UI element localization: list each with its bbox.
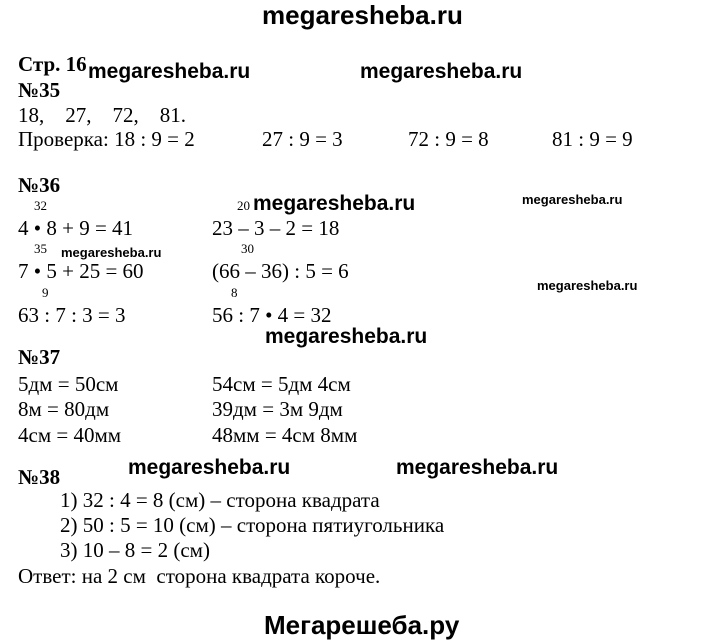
task37-row-2: 54см = 5дм 4см [212, 372, 351, 396]
task36-expression-3: 7 • 5 + 25 = 60 [18, 259, 144, 283]
task37-title: №37 [18, 345, 61, 369]
watermark: megaresheba.ru [537, 278, 638, 293]
task38-step-3: 3) 10 – 8 = 2 (см) [60, 538, 210, 562]
header-site: megaresheba.ru [262, 0, 463, 30]
task36-expression-5: 63 : 7 : 3 = 3 [18, 303, 126, 327]
task37-row-1: 5дм = 50см [18, 372, 119, 396]
task36-note-3: 35 [34, 241, 47, 256]
watermark: megaresheba.ru [360, 60, 523, 83]
task37-row-5: 4см = 40мм [18, 423, 122, 447]
task36-expression-6: 56 : 7 • 4 = 32 [212, 303, 332, 327]
task35-check-4: 81 : 9 = 9 [552, 127, 633, 151]
task36-expression-2: 23 – 3 – 2 = 18 [212, 216, 340, 240]
task36-note-1: 32 [34, 198, 47, 213]
watermark: megaresheba.ru [265, 325, 428, 348]
watermark: megaresheba.ru [253, 192, 416, 215]
footer-site: Мегарешеба.ру [264, 610, 460, 640]
task35-check-2: 27 : 9 = 3 [262, 127, 343, 151]
task37-row-4: 39дм = 3м 9дм [212, 397, 343, 421]
task35-title: №35 [18, 78, 61, 102]
watermark: megaresheba.ru [522, 192, 623, 207]
task36-title: №36 [18, 173, 61, 197]
watermark: megaresheba.ru [88, 60, 251, 83]
task36-note-6: 8 [231, 285, 238, 300]
watermark: megaresheba.ru [61, 245, 162, 260]
task36-expression-1: 4 • 8 + 9 = 41 [18, 216, 134, 240]
task38-step-2: 2) 50 : 5 = 10 (см) – сторона пятиугольника [60, 513, 445, 537]
task38-step-1: 1) 32 : 4 = 8 (см) – сторона квадрата [60, 488, 380, 512]
watermark: megaresheba.ru [128, 456, 291, 479]
task38-answer: Ответ: на 2 см сторона квадрата короче. [18, 564, 381, 588]
task37-row-3: 8м = 80дм [18, 397, 110, 421]
watermark: megaresheba.ru [396, 456, 559, 479]
task35-check-1: Проверка: 18 : 9 = 2 [18, 127, 195, 151]
task38-title: №38 [18, 465, 61, 489]
task35-numbers: 18, 27, 72, 81. [18, 103, 186, 127]
task36-note-5: 9 [42, 285, 49, 300]
task36-note-2: 20 [237, 198, 250, 213]
task36-expression-4: (66 – 36) : 5 = 6 [212, 259, 349, 283]
task37-row-6: 48мм = 4см 8мм [212, 423, 358, 447]
task35-check-3: 72 : 9 = 8 [408, 127, 489, 151]
page-label: Стр. 16 [18, 52, 87, 76]
task36-note-4: 30 [241, 241, 254, 256]
